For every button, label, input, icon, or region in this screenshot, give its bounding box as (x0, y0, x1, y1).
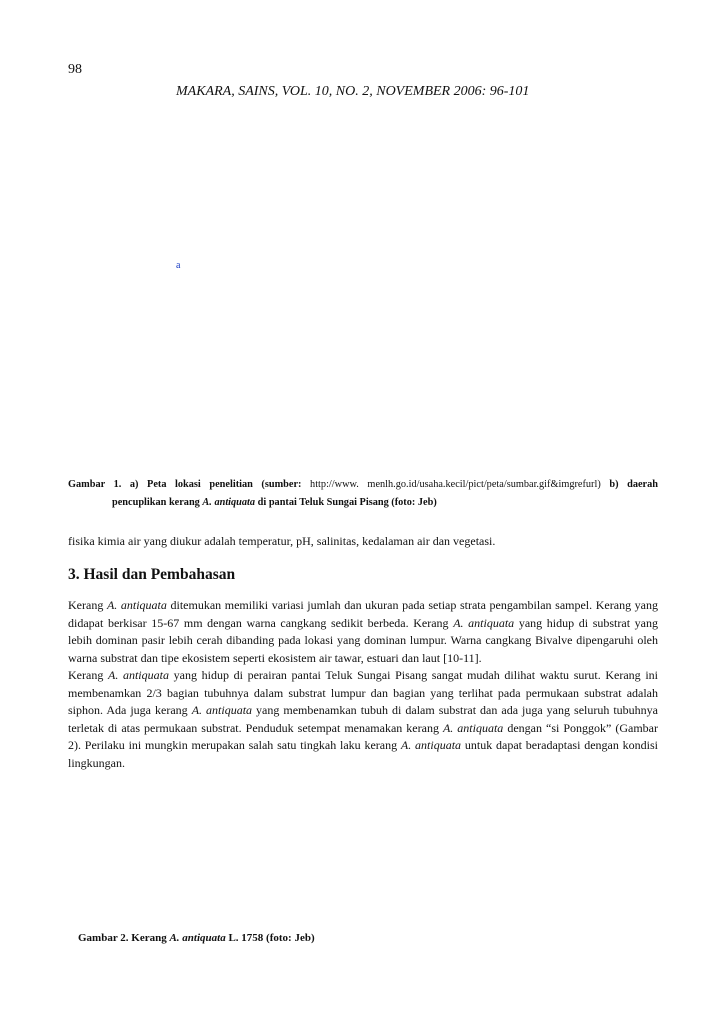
running-head: MAKARA, SAINS, VOL. 10, NO. 2, NOVEMBER 2006: 96-101 (176, 84, 530, 99)
p2-l4-a: terletak di atas permukaan substrat. Penduduk setempat menamakan kerang (68, 720, 439, 735)
figure-2-caption (78, 932, 315, 944)
p1-l2-b: yang hidup di substrat yang (518, 615, 658, 630)
caption-species: A. antiquata (202, 497, 256, 508)
species-name: A. antiquata (453, 615, 515, 630)
p2-l5-a: 2). Perilaku ini mungkin merupakan salah satu tingkah laku kerang (68, 738, 398, 752)
page-number: 98 (68, 62, 82, 77)
p2-l6: lingkungan. (68, 755, 125, 770)
caption2-pre: Gambar 2. Kerang (78, 932, 167, 944)
figure-1-panel-marker: a (176, 260, 181, 271)
caption-part-a: Peta lokasi penelitian (sumber: (147, 479, 302, 490)
p2-l1-b: yang hidup di perairan pantai Teluk Sungai Pisang sangat mudah dilihat waktu surut. Kerang ini (173, 668, 658, 682)
figure-1-caption (68, 476, 658, 512)
caption-label: Gambar 1. a) (68, 479, 139, 490)
p1-l4: warna substrat dan tipe ekosistem seperti ekosistem air tawar, estuari dan laut [10-11]. (68, 650, 482, 665)
p1-l3: lebih dominan pasir lebih cerah dibanding pada lokasi yang dominan lumpur. Warna cangkang Bivalve dipengaruhi oleh (68, 633, 658, 647)
results-paragraph-1 (68, 597, 658, 667)
caption-part-b: b) daerah (609, 479, 658, 490)
caption2-species: A. antiquata (169, 932, 226, 944)
caption2-post: L. 1758 (foto: Jeb) (228, 932, 315, 944)
section-heading: 3. Hasil dan Pembahasan (68, 566, 236, 583)
p1-l2-a: didapat berkisar 15-67 mm dengan warna cangkang sedikit berbeda. Kerang (68, 615, 449, 630)
species-name: A. antiquata (442, 720, 504, 735)
species-name: A. antiquata (106, 598, 167, 612)
species-name: A. antiquata (191, 703, 253, 717)
species-name: A. antiquata (400, 738, 462, 752)
p2-l3-a: siphon. Ada juga kerang (68, 703, 188, 717)
intro-paragraph: fisika kimia air yang diukur adalah temperatur, pH, salinitas, kedalaman air dan vegetasi. (68, 534, 496, 548)
p2-l3-b: yang membenamkan tubuh di dalam substrat dan ada juga yang seluruh tubuhnya (256, 703, 659, 717)
caption-line2-pre: pencuplikan kerang (112, 497, 200, 508)
caption-line2-post: di pantai Teluk Sungai Pisang (foto: Jeb) (257, 497, 437, 508)
p2-l2: membenamkan 2/3 bagian tubuhnya dalam substrat lumpur dan bagian yang terlihat pada permukaan substrat adalah (68, 685, 658, 700)
p1-l1-a: Kerang (68, 598, 104, 612)
p2-l5-b: untuk dapat beradaptasi dengan kondisi (464, 738, 659, 752)
species-name: A. antiquata (107, 668, 169, 682)
results-paragraph-2 (68, 667, 658, 772)
p1-l1-b: ditemukan memiliki variasi jumlah dan ukuran pada setiap strata pengambilan sampel. Kerang yang (170, 598, 658, 612)
p2-l1-a: Kerang (68, 668, 104, 682)
caption-source-url: http://www. menlh.go.id/usaha.kecil/pict/peta/sumbar.gif&imgrefurl) (310, 479, 601, 490)
p2-l4-b: dengan “si Ponggok” (Gambar (507, 720, 658, 735)
